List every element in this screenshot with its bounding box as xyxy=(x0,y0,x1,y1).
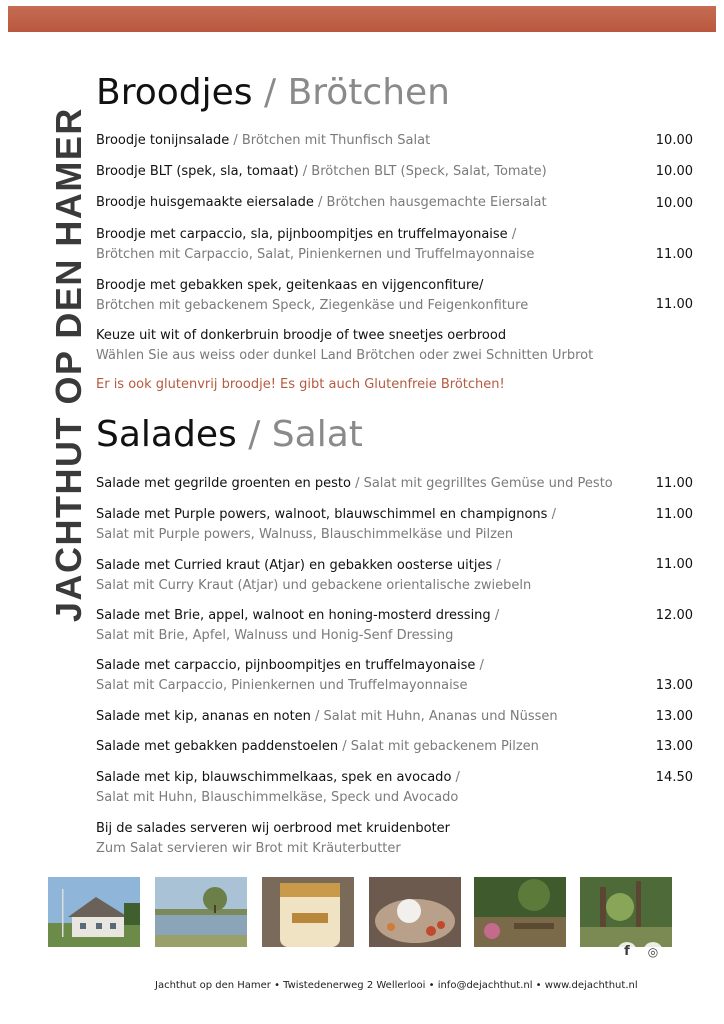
item-name-de-line: Zum Salat servieren wir Brot mit Kräuterbutter xyxy=(96,841,401,856)
item-name-de: / xyxy=(494,608,500,623)
menu-item xyxy=(96,737,539,757)
item-name-nl: Broodje huisgemaakte eiersalade xyxy=(96,195,314,210)
item-price: 11.00 xyxy=(655,297,693,312)
instagram-icon[interactable]: ◎ xyxy=(643,942,663,962)
item-name-de-line: Salat mit Curry Kraut (Atjar) und gebackene orientalische zwiebeln xyxy=(96,578,532,593)
item-price: 11.00 xyxy=(655,507,693,522)
item-name-de-line: Brötchen mit Carpaccio, Salat, Pinienkernen und Truffelmayonnaise xyxy=(96,247,535,262)
item-price: 12.00 xyxy=(655,608,693,623)
title-de: Salat xyxy=(271,414,363,455)
menu-item xyxy=(96,276,528,316)
item-name-nl: Broodje met carpaccio, sla, pijnboompitjes en truffelmayonaise xyxy=(96,227,508,242)
item-price: 10.00 xyxy=(655,164,693,179)
item-name-nl: Salade met carpaccio, pijnboompitjes en truffelmayonaise xyxy=(96,658,476,673)
item-name-de: / xyxy=(511,227,517,242)
item-name-de: / Brötchen BLT (Speck, Salat, Tomate) xyxy=(302,164,547,179)
item-name-nl: Keuze uit wit of donkerbruin broodje of twee sneetjes oerbrood xyxy=(96,328,507,343)
menu-item xyxy=(96,162,547,182)
title-nl: Broodjes xyxy=(96,72,253,113)
menu-item xyxy=(96,656,484,696)
title-de: Brötchen xyxy=(287,72,450,113)
section-title-salades xyxy=(96,414,363,455)
menu-item xyxy=(96,193,547,213)
menu-item xyxy=(96,707,558,727)
item-price: 11.00 xyxy=(655,557,693,572)
item-name-de: / xyxy=(455,770,460,785)
item-name-nl: Salade met Brie, appel, walnoot en honing-mosterd dressing xyxy=(96,608,491,623)
item-name-de: / Salat mit gegrilltes Gemüse und Pesto xyxy=(355,476,613,491)
title-nl: Salades xyxy=(96,414,237,455)
top-color-bar xyxy=(8,6,716,32)
section-title-broodjes xyxy=(96,72,450,113)
item-price: 10.00 xyxy=(655,133,693,148)
item-name-de: / xyxy=(551,507,556,522)
forest-photo xyxy=(580,877,672,947)
item-name-nl: Broodje BLT (spek, sla, tomaat) xyxy=(96,164,299,179)
menu-item xyxy=(96,768,460,808)
menu-item xyxy=(96,505,556,545)
item-name-nl: Salade met Curried kraut (Atjar) en gebakken oosterse uitjes xyxy=(96,558,493,573)
item-name-de-line: Salat mit Carpaccio, Pinienkernen und Truffelmayonnaise xyxy=(96,678,468,693)
item-name-de: / xyxy=(496,558,501,573)
item-name-de: / Brötchen mit Thunfisch Salat xyxy=(233,133,431,148)
item-name-nl: Salade met gegrilde groenten en pesto xyxy=(96,476,351,491)
menu-item xyxy=(96,556,531,596)
item-price: 11.00 xyxy=(655,476,693,491)
menu-item xyxy=(96,474,613,494)
title-separator: / xyxy=(263,72,277,113)
item-name-de: / Brötchen hausgemachte Eiersalat xyxy=(318,195,547,210)
menu-item xyxy=(96,326,593,366)
title-separator: / xyxy=(248,414,261,455)
vertical-brand-name: JACHTHUT OP DEN HAMER xyxy=(48,107,89,622)
facebook-icon[interactable]: f xyxy=(617,942,637,962)
footer-contact: Jachthut op den Hamer • Twistedenerweg 2 Wellerlooi • info@dejachthut.nl • www.dejachthut.nl xyxy=(155,980,638,991)
product-photo xyxy=(262,877,354,947)
item-name-nl: Salade met gebakken paddenstoelen xyxy=(96,739,339,754)
item-price: 14.50 xyxy=(655,770,693,785)
terrace-photo xyxy=(474,877,566,947)
item-name-de: / xyxy=(479,658,484,673)
menu-item xyxy=(96,606,499,646)
item-price: 13.00 xyxy=(655,709,693,724)
item-price: 10.00 xyxy=(655,196,693,211)
menu-item xyxy=(96,819,450,859)
dish-photo xyxy=(369,877,461,947)
item-name-de-line: Salat mit Purple powers, Walnuss, Blauschimmelkäse und Pilzen xyxy=(96,527,514,542)
item-name-nl: Broodje tonijnsalade xyxy=(96,133,230,148)
item-name-nl: Bij de salades serveren wij oerbrood met kruidenboter xyxy=(96,821,451,836)
house-photo xyxy=(48,877,140,947)
item-name-de-line: Salat mit Huhn, Blauschimmelkäse, Speck und Avocado xyxy=(96,790,459,805)
item-price: 13.00 xyxy=(655,678,693,693)
item-price: 11.00 xyxy=(655,247,693,262)
river-photo xyxy=(155,877,247,947)
item-price: 13.00 xyxy=(655,739,693,754)
gluten-free-note: Er is ook glutenvrij broodje! Es gibt auch Glutenfreie Brötchen! xyxy=(96,377,505,392)
item-name-nl: Salade met Purple powers, walnoot, blauwschimmel en champignons xyxy=(96,507,548,522)
item-name-nl: Broodje met gebakken spek, geitenkaas en vijgenconfiture/ xyxy=(96,278,484,293)
item-name-nl: Salade met kip, blauwschimmelkaas, spek en avocado xyxy=(96,770,452,785)
item-name-de-line: Salat mit Brie, Apfel, Walnuss und Honig-Senf Dressing xyxy=(96,628,454,643)
item-name-de: / Salat mit Huhn, Ananas und Nüssen xyxy=(315,709,558,724)
item-name-de: / Salat mit gebackenem Pilzen xyxy=(342,739,539,754)
item-name-de-line: Brötchen mit gebackenem Speck, Ziegenkäse und Feigenkonfiture xyxy=(96,298,529,313)
item-name-nl: Salade met kip, ananas en noten xyxy=(96,709,311,724)
menu-item xyxy=(96,225,534,265)
menu-item xyxy=(96,131,430,151)
item-name-de-line: Wählen Sie aus weiss oder dunkel Land Brötchen oder zwei Schnitten Urbrot xyxy=(96,348,594,363)
